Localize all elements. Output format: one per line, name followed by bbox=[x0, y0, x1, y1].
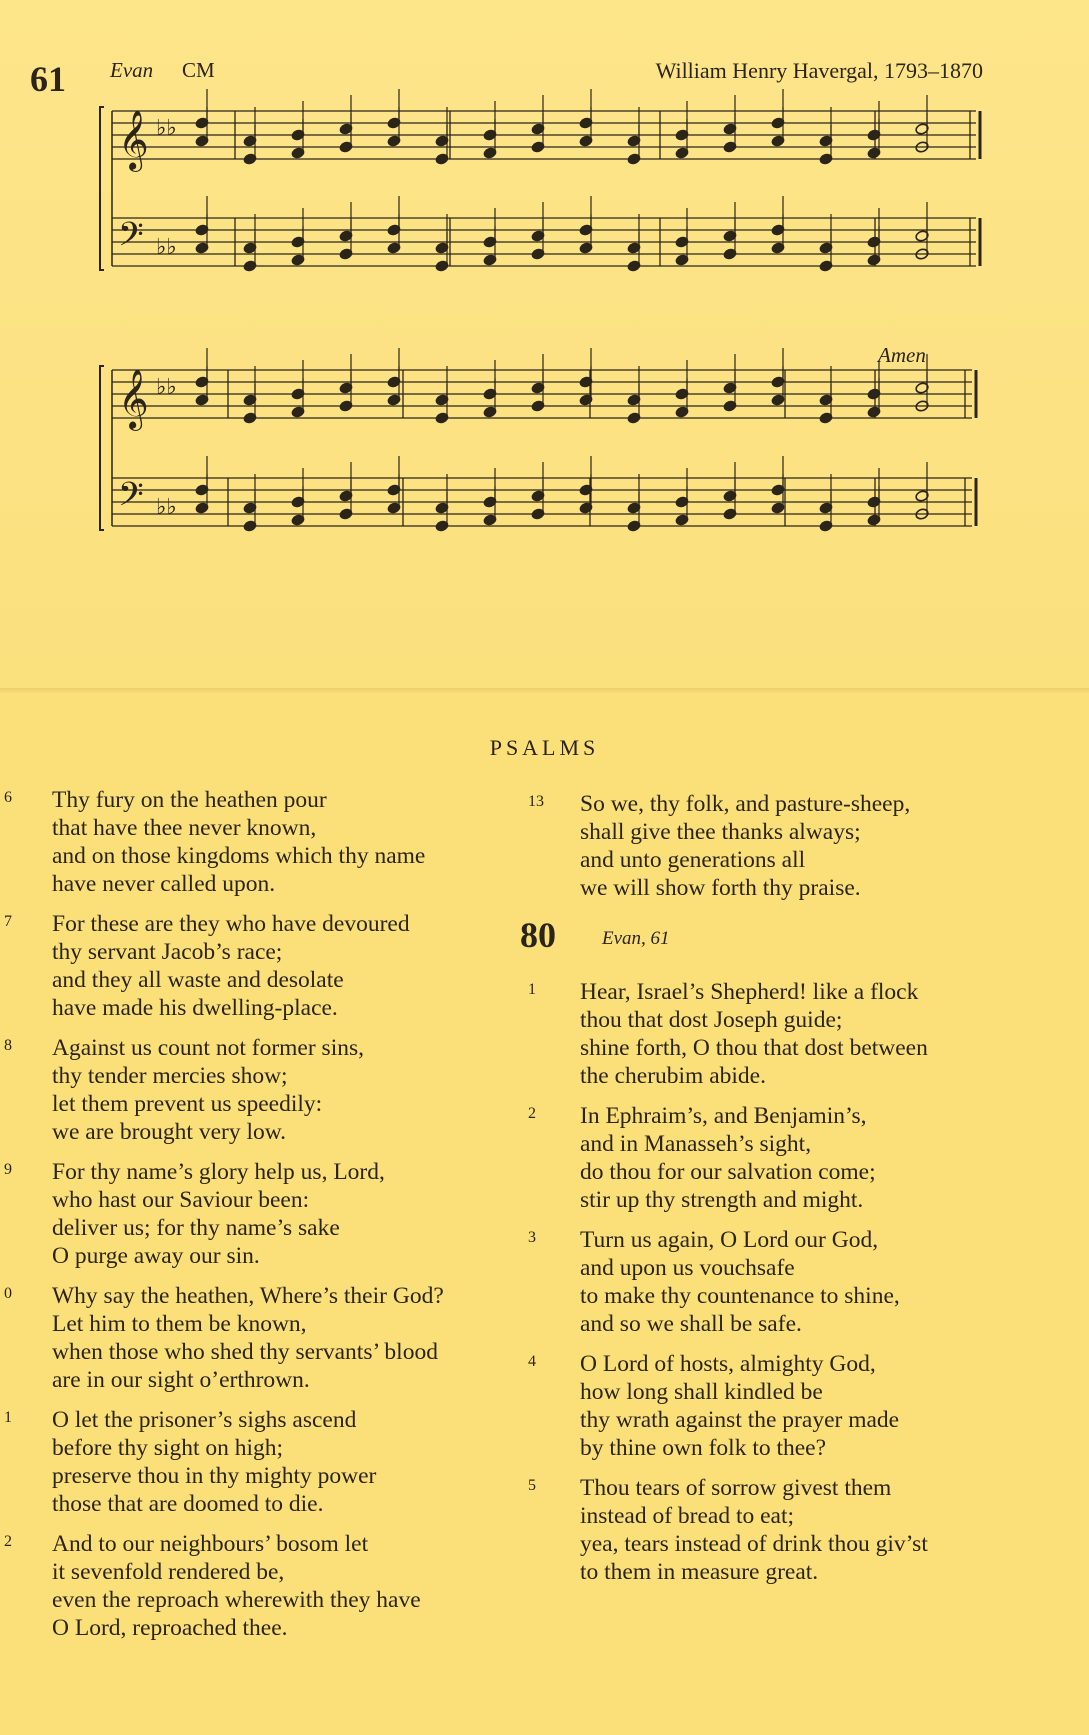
verse-line: let them prevent us speedily: bbox=[52, 1091, 323, 1117]
verse-line: do thou for our salvation come; bbox=[580, 1159, 876, 1185]
verse bbox=[0, 1406, 500, 1518]
verse-line: those that are doomed to die. bbox=[52, 1491, 324, 1517]
verse-line: Against us count not former sins, bbox=[52, 1035, 364, 1061]
verse-number: 3 bbox=[528, 1229, 536, 1246]
verse-line: thou that dost Joseph guide; bbox=[580, 1007, 843, 1033]
verse-line: yea, tears instead of drink thou giv’st bbox=[580, 1531, 928, 1557]
verse-line: and they all waste and desolate bbox=[52, 967, 344, 993]
verse-line: to them in measure great. bbox=[580, 1559, 819, 1585]
verse-line: we will show forth thy praise. bbox=[580, 875, 861, 901]
amen-label: Amen bbox=[878, 343, 926, 367]
verse-line: it sevenfold rendered be, bbox=[52, 1559, 285, 1585]
key-signature-icon: ♭♭ bbox=[156, 115, 177, 140]
page-fold bbox=[0, 688, 1089, 694]
treble-clef-icon: 𝄞 bbox=[118, 369, 149, 429]
verse bbox=[0, 910, 500, 1022]
music-score bbox=[0, 0, 1089, 600]
verse-line: to make thy countenance to shine, bbox=[580, 1283, 900, 1309]
verse-line: deliver us; for thy name’s sake bbox=[52, 1215, 340, 1241]
verse-line: are in our sight o’erthrown. bbox=[52, 1367, 310, 1393]
verse-line: and on those kingdoms which thy name bbox=[52, 843, 426, 869]
system-brace bbox=[100, 366, 104, 530]
verse bbox=[0, 1282, 500, 1394]
verse bbox=[520, 790, 1000, 902]
verse-line: have made his dwelling-place. bbox=[52, 995, 338, 1021]
verse-line: Turn us again, O Lord our God, bbox=[580, 1227, 879, 1253]
verse-line: And to our neighbours’ bosom let bbox=[52, 1531, 369, 1557]
verse bbox=[0, 1530, 500, 1642]
bass-clef-icon: 𝄢 bbox=[118, 216, 144, 262]
bass-clef-icon: 𝄢 bbox=[118, 476, 144, 522]
verse-line: when those who shed thy servants’ blood bbox=[52, 1339, 438, 1365]
verse-line: O Lord, reproached thee. bbox=[52, 1615, 288, 1641]
verse-line: For these are they who have devoured bbox=[52, 911, 410, 937]
verse-lines bbox=[52, 1282, 500, 1394]
verse-line: who hast our Saviour been: bbox=[52, 1187, 310, 1213]
verse-line: For thy name’s glory help us, Lord, bbox=[52, 1159, 385, 1185]
verse-line: by thine own folk to thee? bbox=[580, 1435, 827, 1461]
verse-line: thy servant Jacob’s race; bbox=[52, 939, 283, 965]
verse-number: 2 bbox=[528, 1105, 536, 1122]
verse-line: Let him to them be known, bbox=[52, 1311, 307, 1337]
section-title: PSALMS bbox=[489, 735, 600, 760]
verse bbox=[520, 1226, 1000, 1338]
verse-number: 1 bbox=[4, 1409, 12, 1426]
verse-number: 9 bbox=[4, 1161, 12, 1178]
verse-line: preserve thou in thy mighty power bbox=[52, 1463, 377, 1489]
verse-line: O Lord of hosts, almighty God, bbox=[580, 1351, 876, 1377]
verse-lines bbox=[580, 1102, 1000, 1214]
verse-lines bbox=[580, 1350, 1000, 1462]
verse bbox=[0, 1158, 500, 1270]
verse-lines bbox=[52, 1158, 500, 1270]
verse-line: Hear, Israel’s Shepherd! like a flock bbox=[580, 979, 919, 1005]
treble-clef-icon: 𝄞 bbox=[118, 110, 149, 170]
verse-line: O purge away our sin. bbox=[52, 1243, 260, 1269]
verse-line: before thy sight on high; bbox=[52, 1435, 284, 1461]
verse bbox=[520, 978, 1000, 1090]
verse-line: O let the prisoner’s sighs ascend bbox=[52, 1407, 357, 1433]
verse-line: thy wrath against the prayer made bbox=[580, 1407, 900, 1433]
verse bbox=[0, 786, 500, 898]
verse-number: 2 bbox=[4, 1533, 12, 1550]
verse-number: 5 bbox=[528, 1477, 536, 1494]
verse-line: So we, thy folk, and pasture-sheep, bbox=[580, 791, 911, 817]
verse-number: 1 bbox=[528, 981, 536, 998]
verse-number: 7 bbox=[4, 913, 12, 930]
verse-lines bbox=[52, 1034, 500, 1146]
psalm-number: 80 bbox=[520, 915, 556, 955]
verse-line: that have thee never known, bbox=[52, 815, 317, 841]
verse-lines bbox=[52, 1530, 500, 1642]
verse-lines bbox=[580, 790, 1000, 902]
key-signature-icon: ♭♭ bbox=[156, 234, 177, 259]
verse bbox=[520, 1102, 1000, 1214]
verse-line: we are brought very low. bbox=[52, 1119, 287, 1145]
verse-line: and unto generations all bbox=[580, 847, 806, 873]
psalm-tune: Evan, 61 bbox=[602, 928, 670, 949]
key-signature-icon: ♭♭ bbox=[156, 374, 177, 399]
verse-line: Why say the heathen, Where’s their God? bbox=[52, 1283, 444, 1309]
left-column bbox=[0, 786, 500, 1654]
key-signature-icon: ♭♭ bbox=[156, 494, 177, 519]
verse-number: 13 bbox=[528, 793, 544, 810]
verse-line: shine forth, O thou that dost between bbox=[580, 1035, 928, 1061]
verse-number: 6 bbox=[4, 789, 12, 806]
verse-lines bbox=[580, 1226, 1000, 1338]
meter: CM bbox=[182, 58, 215, 82]
system-brace bbox=[100, 107, 104, 270]
verse-line: have never called upon. bbox=[52, 871, 276, 897]
verse bbox=[0, 1034, 500, 1146]
right-column bbox=[520, 790, 1000, 1598]
verse-line: Thou tears of sorrow givest them bbox=[580, 1475, 892, 1501]
verse-number: 4 bbox=[528, 1353, 536, 1370]
verse-number: 0 bbox=[4, 1285, 12, 1302]
verse bbox=[520, 1350, 1000, 1462]
verse-lines bbox=[52, 1406, 500, 1518]
verse-line: shall give thee thanks always; bbox=[580, 819, 861, 845]
verse-line: and upon us vouchsafe bbox=[580, 1255, 795, 1281]
verse-line: the cherubim abide. bbox=[580, 1063, 766, 1089]
verse-line: and so we shall be safe. bbox=[580, 1311, 802, 1337]
verse-number: 8 bbox=[4, 1037, 12, 1054]
verse-line: and in Manasseh’s sight, bbox=[580, 1131, 812, 1157]
verse-line: thy tender mercies show; bbox=[52, 1063, 288, 1089]
verse-line: instead of bread to eat; bbox=[580, 1503, 795, 1529]
psalm-heading bbox=[520, 914, 1000, 978]
verse-lines bbox=[52, 786, 500, 898]
verse-line: even the reproach wherewith they have bbox=[52, 1587, 421, 1613]
verse bbox=[520, 1474, 1000, 1586]
verse-lines bbox=[52, 910, 500, 1022]
tune-name: Evan bbox=[110, 58, 154, 82]
verse-lines bbox=[580, 978, 1000, 1090]
verse-line: how long shall kindled be bbox=[580, 1379, 823, 1405]
composer: William Henry Havergal, 1793–1870 bbox=[655, 58, 983, 83]
verse-line: stir up thy strength and might. bbox=[580, 1187, 864, 1213]
verse-lines bbox=[580, 1474, 1000, 1586]
hymn-number: 61 bbox=[30, 59, 66, 99]
verse-line: Thy fury on the heathen pour bbox=[52, 787, 327, 813]
verse-line: In Ephraim’s, and Benjamin’s, bbox=[580, 1103, 867, 1129]
